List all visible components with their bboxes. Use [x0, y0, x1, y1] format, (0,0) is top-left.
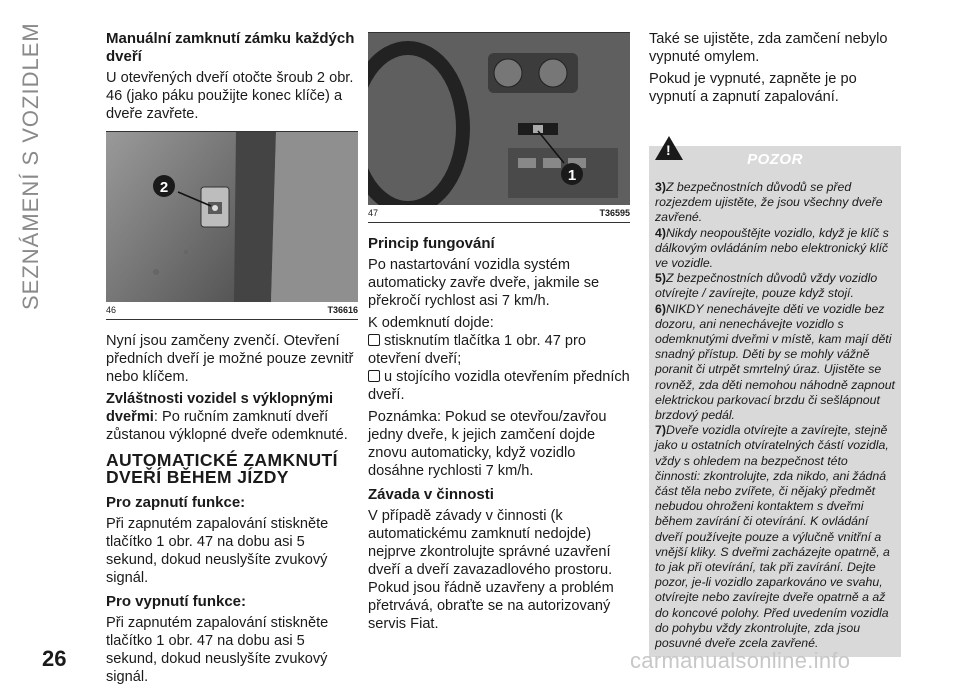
- section-heading: AUTOMATICKÉ ZAMKNUTÍ DVEŘÍ BĚHEM JÍZDY: [106, 450, 338, 487]
- column-left: [106, 30, 358, 690]
- watermark: carmanualsonline.info: [630, 648, 851, 673]
- figure-46: [106, 131, 358, 302]
- warning-item: 5)Z bezpečnostních důvodů vždy vozidlo otvírejte / zavírejte, pouze když stojí.: [655, 271, 878, 301]
- list-item: stisknutím tlačítka 1 obr. 47 pro otevření dveří;: [368, 333, 586, 367]
- warning-box: [649, 142, 901, 657]
- special-label: Zvláštnosti vozidel s výklopnými dveřmi: [106, 391, 334, 425]
- warning-triangle-icon: !: [655, 136, 683, 160]
- figure-47-caption: [368, 205, 630, 223]
- figure-code: T36595: [599, 208, 630, 218]
- paragraph-manual-lock: U otevřených dveří otočte šroub 2 obr. 46 (jako páku použijte konec klíče) a dveře zavřete.: [106, 70, 354, 122]
- heading-manual-lock: Manuální zamknutí zámku každých dveří: [106, 30, 355, 65]
- list-item: u stojícího vozidla otevřením předních dveří.: [368, 369, 630, 403]
- warning-item: 3)Z bezpečnostních důvodů se před rozjezdem ujistěte, že jsou všechny dveře zavřené.: [655, 180, 883, 225]
- warning-item: 6)NIKDY nenechávejte děti ve vozidle bez dozoru, ani nenechávejte vozidlo s odemknutými dveřmi v místě, kam mají děti snadný přístup. Děti by se mohly vážně poranit či utrpět smrtelný úraz. Ujistěte se rovněž, zda děti nemohou náhodně zapnout elektrickou parkovací brzdu či sešlápnout brzdový pedál.: [655, 301, 895, 423]
- warning-title: POZOR: [747, 151, 803, 168]
- dashboard-illustration: [368, 33, 630, 205]
- paragraph-check: Také se ujistěte, zda zamčení nebylo vypnuté omylem.: [649, 31, 888, 65]
- warning-header: [649, 142, 901, 174]
- paragraph-enable-again: Pokud je vypnuté, zapněte je po vypnutí a zapnutí zapalování.: [649, 71, 857, 105]
- figure-47-callout: 1: [567, 167, 577, 184]
- heading-principle: Princip fungování: [368, 235, 495, 252]
- figure-46-callout: 2: [159, 179, 169, 196]
- paragraph-note: Poznámka: Pokud se otevřou/zavřou jedny dveře, k jejich zamčení dojde znovu automaticky, když vozidlo dosáhne rychlosti 7 km/h.: [368, 409, 607, 479]
- figure-46-caption: [106, 302, 358, 320]
- paragraph-principle: Po nastartování vozidla systém automaticky zavře dveře, jakmile se překročí rychlost asi 7 km/h.: [368, 257, 600, 309]
- special-text: : Po ručním zamknutí dveří zůstanou výklopné dveře odemknuté.: [106, 409, 348, 443]
- checkbox-bullet-icon: [368, 334, 380, 346]
- warning-item: 4)Nikdy neopouštějte vozidlo, když je klíč s dálkovým ovládáním nebo elektronický klíč ve vozidle.: [655, 225, 889, 271]
- page-number: 26: [42, 646, 67, 671]
- column-middle: [368, 30, 630, 637]
- figure-code: T36616: [327, 305, 358, 315]
- figure-number: 46: [106, 305, 117, 315]
- checkbox-bullet-icon: [368, 370, 380, 382]
- column-right: [649, 30, 901, 657]
- heading-disable: Pro vypnutí funkce:: [106, 593, 247, 610]
- warning-item: 7)Dveře vozidla otvírejte a zavírejte, stejně jako u ostatních otvíratelných částí vozidla, vždy s ohledem na bezpečnost této činnosti: zkontrolujte, zda nikdo, ani žádná část těla nebo zvířete, či nějaký předmět nebudou ohroženi kontaktem s dveřmi během zavírání či otevírání. K ovládání dveří používejte pouze a výlučně vnitřní a vnější kliky. S dveřmi zacházejte opatrně, a to jak při otevírání, tak při zavírání. Dejte pozor, je-li vozidlo zaparkováno ve svahu, otvírejte nebo zavírejte dveře opatrně a až do koncové polohy. Před uvedením vozidla do pohybu vždy zkontrolujte, zda jsou posuvné dveře zcela zavřené.: [655, 423, 890, 651]
- heading-fault: Závada v činnosti: [368, 486, 494, 503]
- paragraph-disable: Při zapnutém zapalování stiskněte tlačítko 1 obr. 47 na dobu asi 5 sekund, dokud neuslyšíte zvukový signál.: [106, 615, 329, 685]
- heading-enable: Pro zapnutí funkce:: [106, 494, 246, 511]
- paragraph-enable: Při zapnutém zapalování stiskněte tlačítko 1 obr. 47 na dobu asi 5 sekund, dokud neuslyšíte zvukový signál.: [106, 516, 329, 586]
- paragraph-fault: V případě závady v činnosti (k automatickému zamknutí nedojde) nejprve zkontrolujte správné uzavření dveří a dveří zavazadlového prostoru. Pokud jsou řádně uzavřeny a problém přetrvává, obraťte se na autorizovaný servis Fiat.: [368, 508, 614, 632]
- figure-47: [368, 32, 630, 205]
- door-lock-illustration: [106, 132, 358, 302]
- paragraph-unlock-intro: K odemknutí dojde:: [368, 315, 494, 331]
- warning-body: [649, 174, 901, 651]
- figure-number: 47: [368, 208, 379, 218]
- chapter-title: SEZNÁMENÍ S VOZIDLEM: [18, 22, 43, 310]
- paragraph-locked-outside: Nyní jsou zamčeny zvenčí. Otevření předních dveří je možné pouze zevnitř nebo klíčem.: [106, 333, 354, 385]
- paragraph-special: [106, 390, 358, 444]
